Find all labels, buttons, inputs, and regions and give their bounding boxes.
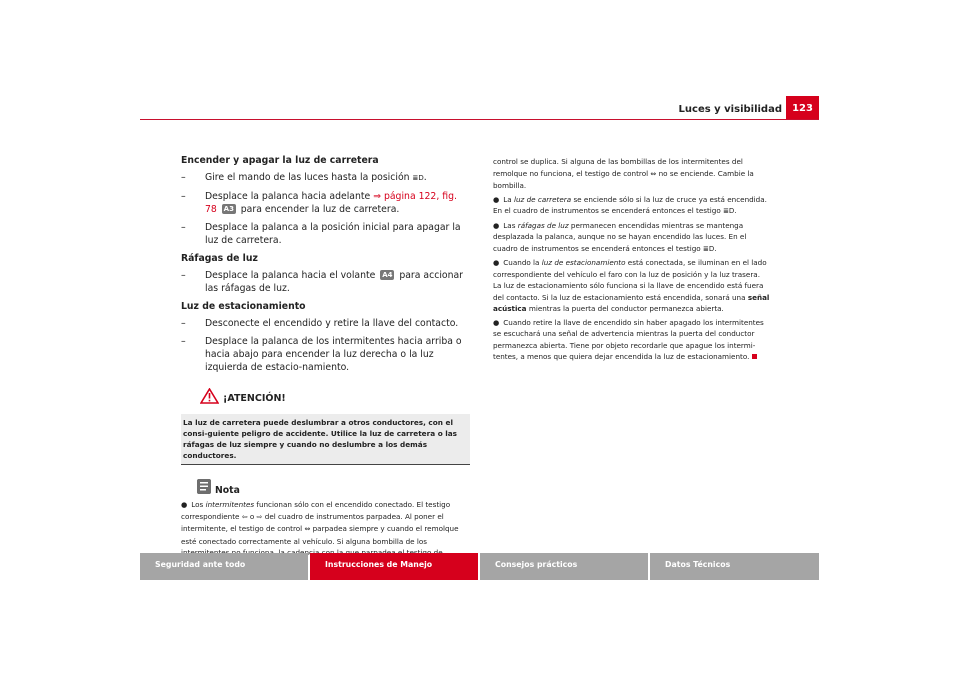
bullet: ● bbox=[493, 317, 500, 327]
bullet-text-2: está conectada, se iluminan en el lado correspondiente del vehículo el faro con la luz de posición y la luz trasera. La luz de estacionamiento sólo funciona si la llave de encendido está fuera del contacto. Si la luz de estacionamiento está encendida, sonará una bbox=[493, 258, 767, 302]
heading-high-beam: Encender y apagar la luz de carretera bbox=[181, 155, 379, 166]
note-text-3: del cuadro de instrumentos parpadea. Al poner el intermitente, el testigo de control bbox=[181, 511, 444, 533]
footer-tab-operation[interactable]: Instrucciones de Manejo bbox=[310, 553, 478, 580]
figure-callout-a3: A3 bbox=[223, 205, 234, 213]
footer-nav bbox=[140, 553, 819, 580]
bullet-text-2: se enciende sólo si la luz de cruce ya está encendida. En el cuadro de instrumentos se encenderá entonces el testigo bbox=[493, 194, 767, 215]
high-beam-icon: ≣D bbox=[723, 207, 735, 215]
bullet-high-beam: ● La luz de carretera se enciende sólo si la luz de cruce ya está encendida. En el cuadro de instrumentos se encenderá entonces el testigo ≣D. bbox=[493, 194, 767, 215]
step-5: – Desconecte el encendido y retire la llave del contacto. bbox=[181, 318, 459, 329]
bullet: ● bbox=[493, 258, 500, 267]
warning-text: La luz de carretera puede deslumbrar a otros conductores, con el consi-guiente peligro de accidente. Utilice la luz de carretera o las ráfagas de luz siempre y cuando no deslumbre a los demás conductores. bbox=[181, 414, 470, 464]
bullet-emphasis: ráfagas de luz bbox=[517, 220, 569, 230]
bullet-key-removal bbox=[493, 317, 770, 363]
step-6-text: Desplace la palanca de los intermitentes hacia arriba o hacia abajo para encender la luz derecha o la luz izquierda de estacio-namiento. bbox=[205, 336, 462, 373]
bullet: ● bbox=[493, 220, 500, 230]
bullet-text: Cuando la bbox=[503, 258, 542, 267]
section-end-mark bbox=[752, 354, 757, 359]
chapter-title: Luces y visibilidad bbox=[678, 104, 782, 115]
warning-triangle-icon bbox=[200, 388, 219, 404]
bullet-parking-light bbox=[493, 257, 770, 315]
trailer-signal-icon: ⇔ bbox=[650, 169, 657, 178]
high-beam-icon: ≣D bbox=[412, 174, 424, 182]
bullet-text: La bbox=[503, 194, 514, 204]
step-2-text: Desplace la palanca hacia adelante bbox=[205, 191, 374, 202]
bullet-text-2: permanecen encendidas mientras se mantenga desplazada la palanca, aunque no se hayan encendido las luces. En el cuadro de instrumentos se encenderá entonces el testigo bbox=[493, 220, 747, 253]
warning-box bbox=[181, 388, 470, 465]
bullet-emphasis: luz de carretera bbox=[513, 194, 572, 204]
continuation-text: control se duplica. Si alguna de las bombillas de los intermitentes del remolque no funciona, el testigo de control bbox=[493, 157, 743, 178]
note-header bbox=[181, 479, 470, 497]
page-reference-link[interactable]: ⇒ página 122, fig. 78 bbox=[205, 191, 457, 215]
high-beam-icon: ≣D bbox=[702, 244, 715, 253]
heading-parking-light: Luz de estacionamiento bbox=[181, 301, 306, 312]
step-2: – Desplace la palanca hacia adelante ⇒ página 122, fig. 78 A3 para encender la luz de carretera. bbox=[181, 191, 457, 215]
trailer-signal-icon: ⇔ bbox=[304, 525, 311, 533]
note-text: Los bbox=[191, 500, 206, 509]
step-2-text-cont: para encender la luz de carretera. bbox=[240, 204, 400, 215]
turn-signal-left-icon: ⇦ bbox=[241, 512, 248, 521]
header-rule bbox=[140, 119, 819, 120]
step-4-text-cont: para accionar las ráfagas de luz. bbox=[205, 270, 464, 294]
bullet-text: Cuando retire la llave de encendido sin haber apagado los intermitentes se escuchará una señal de advertencia mientras la puerta del conductor permanezca abierta. Tiene por objeto recordarle que apague los intermi-tentes, a menos que quiera dejar encendida la luz de estacionamiento. bbox=[493, 317, 764, 361]
heading-flash: Ráfagas de luz bbox=[181, 253, 258, 264]
note-title: Nota bbox=[215, 485, 240, 496]
note-paragraph bbox=[181, 499, 470, 559]
note-text-4: parpadea siempre y cuando el remolque esté conectado correctamente al vehículo. Si alguna bombilla de los bbox=[181, 524, 459, 546]
step-4: – Desplace la palanca hacia el volante A4 para accionar las ráfagas de luz. bbox=[181, 270, 464, 294]
bullet-emphasis: luz de estacionamiento bbox=[541, 258, 626, 267]
note-continuation bbox=[493, 156, 770, 192]
bullet-text-3: mientras la puerta del conductor permanezca abierta. bbox=[526, 304, 724, 313]
note-icon bbox=[197, 479, 211, 494]
step-3-text: Desplace la palanca a la posición inicial para apagar la luz de carretera. bbox=[205, 222, 461, 246]
note-text-2: funcionan sólo con el encendido conectado. El testigo correspondiente bbox=[181, 500, 451, 521]
step-4-text: Desplace la palanca hacia el volante bbox=[205, 270, 376, 281]
note-emphasis: intermitentes bbox=[205, 500, 255, 509]
step-3: – Desplace la palanca a la posición inicial para apagar la luz de carretera. bbox=[181, 222, 461, 246]
step-1-text: Gire el mando de las luces hasta la posición bbox=[205, 172, 410, 183]
warning-header bbox=[181, 388, 470, 414]
page-number: 123 bbox=[786, 96, 819, 119]
figure-callout-a4: A4 bbox=[382, 271, 393, 279]
left-column bbox=[181, 155, 470, 561]
bullet: ● bbox=[181, 500, 188, 509]
warning-title: ¡ATENCIÓN! bbox=[223, 393, 286, 404]
turn-signal-right-icon: ⇨ bbox=[256, 512, 263, 521]
bullet-strong: señal acústica bbox=[493, 292, 770, 313]
bullet-flash: ● Las ráfagas de luz permanecen encendidas mientras se mantenga desplazada la palanca, aunque no se hayan encendido las luces. En el cuadro de instrumentos se encenderá entonces el testigo ≣D. bbox=[493, 220, 747, 253]
step-6: – Desplace la palanca de los intermitentes hacia arriba o hacia abajo para encender la luz derecha o la luz izquierda de estacio-namiento. bbox=[181, 336, 462, 373]
continuation-text-2: no se enciende. Cambie la bombilla. bbox=[493, 168, 754, 190]
step-5-text: Desconecte el encendido y retire la llave del contacto. bbox=[205, 318, 459, 329]
footer-tab-tips[interactable]: Consejos prácticos bbox=[480, 553, 648, 580]
bullet-text: Las bbox=[503, 220, 518, 230]
step-1: – Gire el mando de las luces hasta la posición ≣D. bbox=[181, 172, 427, 183]
note-or: o bbox=[249, 511, 255, 521]
footer-tab-technical[interactable]: Datos Técnicos bbox=[650, 553, 819, 580]
bullet: ● bbox=[493, 194, 500, 204]
footer-tab-safety[interactable]: Seguridad ante todo bbox=[140, 553, 308, 580]
right-column bbox=[493, 156, 770, 365]
